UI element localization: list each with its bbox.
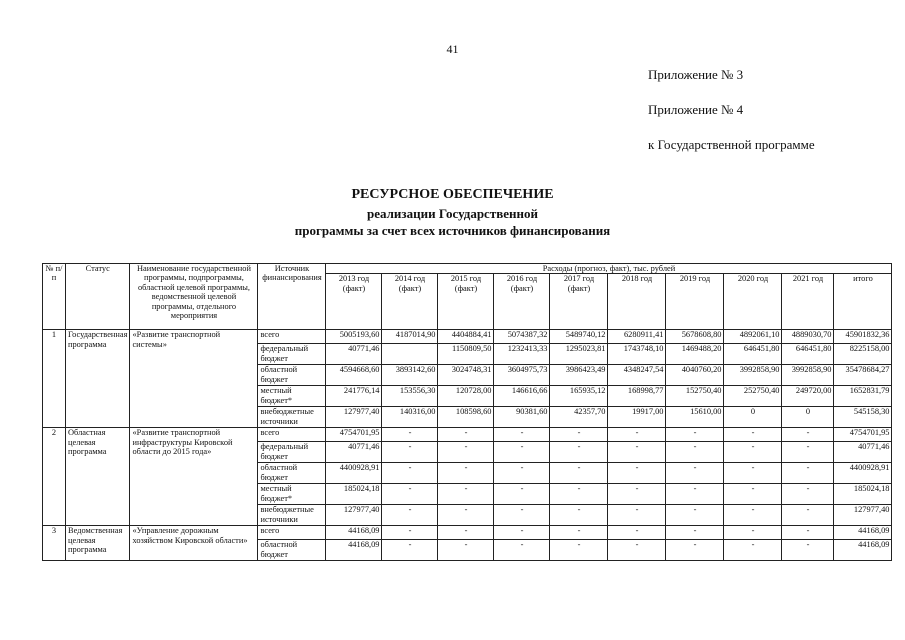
row-value: 44168,09 (326, 526, 382, 540)
row-value: 241776,14 (326, 386, 382, 407)
row-value: 646451,80 (782, 344, 834, 365)
row-value: - (382, 484, 438, 505)
row-value: 646451,80 (724, 344, 782, 365)
row-source: всего (258, 428, 326, 442)
row-value: - (608, 540, 666, 561)
row-value: 3992858,90 (782, 365, 834, 386)
row-value: 165935,12 (550, 386, 608, 407)
row-value: 6280911,41 (608, 330, 666, 344)
row-value: 127977,40 (326, 505, 382, 526)
row-value: - (608, 442, 666, 463)
row-value: 153556,30 (382, 386, 438, 407)
header-year-1: 2014 год (факт) (382, 274, 438, 330)
row-value: - (382, 463, 438, 484)
row-value: 5074387,32 (494, 330, 550, 344)
header-name: Наименование государственной программы, подпрограммы, областной целевой программы, ведомственной целевой программы, отдельного мероприятия (130, 264, 258, 330)
row-value: - (782, 463, 834, 484)
row-value: 1743748,10 (608, 344, 666, 365)
row-value: 19917,00 (608, 407, 666, 428)
resource-table (42, 263, 892, 561)
row-value: - (494, 484, 550, 505)
row-name: «Развитие транспортной системы» (130, 330, 258, 428)
row-value: - (382, 526, 438, 540)
row-source: внебюджетные источники (258, 505, 326, 526)
row-value: 4889030,70 (782, 330, 834, 344)
row-value: 127977,40 (326, 407, 382, 428)
row-value: - (550, 540, 608, 561)
row-source: всего (258, 526, 326, 540)
row-value: 0 (724, 407, 782, 428)
row-value: - (782, 526, 834, 540)
table-header-row (43, 264, 892, 274)
row-value: - (666, 463, 724, 484)
row-value: 44168,09 (834, 526, 892, 540)
row-value: - (608, 505, 666, 526)
row-value: 3604975,73 (494, 365, 550, 386)
row-value: - (382, 428, 438, 442)
row-value: - (382, 540, 438, 561)
row-value: - (438, 463, 494, 484)
row-value: - (438, 442, 494, 463)
header-year-8: 2021 год (782, 274, 834, 330)
row-value: - (550, 526, 608, 540)
row-value: 4754701,95 (326, 428, 382, 442)
row-value: 5678608,80 (666, 330, 724, 344)
row-value: 3893142,60 (382, 365, 438, 386)
row-value: 5489740,12 (550, 330, 608, 344)
row-value: 140316,00 (382, 407, 438, 428)
row-value: - (494, 428, 550, 442)
header-source: Источник финансирования (258, 264, 326, 330)
row-source: федеральный бюджет (258, 442, 326, 463)
row-source: областной бюджет (258, 463, 326, 484)
row-value: - (382, 442, 438, 463)
row-value: - (724, 463, 782, 484)
row-value: - (782, 428, 834, 442)
row-value: - (724, 428, 782, 442)
row-value: 1652831,79 (834, 386, 892, 407)
row-num: 1 (43, 330, 66, 428)
row-value: 4892061,10 (724, 330, 782, 344)
row-value: 8225158,00 (834, 344, 892, 365)
row-value: 15610,00 (666, 407, 724, 428)
row-value: - (608, 463, 666, 484)
row-source: внебюджетные источники (258, 407, 326, 428)
row-source: местный бюджет* (258, 484, 326, 505)
row-value: - (438, 526, 494, 540)
row-num: 2 (43, 428, 66, 526)
row-source: областной бюджет (258, 365, 326, 386)
row-source: областной бюджет (258, 540, 326, 561)
row-value: 4754701,95 (834, 428, 892, 442)
row-value: 152750,40 (666, 386, 724, 407)
row-value: - (608, 484, 666, 505)
appendix-label-4: Приложение № 4 (648, 102, 744, 117)
row-value: - (782, 540, 834, 561)
row-value: - (494, 526, 550, 540)
row-value: - (494, 442, 550, 463)
row-status: Областная целевая программа (66, 428, 130, 526)
header-year-6: 2019 год (666, 274, 724, 330)
row-value: - (724, 540, 782, 561)
row-value: 4404884,41 (438, 330, 494, 344)
row-value: - (550, 463, 608, 484)
document-subtitle-line-1: реализации Государственной (367, 206, 538, 221)
row-value: - (666, 505, 724, 526)
row-value: - (494, 540, 550, 561)
row-status: Государственная программа (66, 330, 130, 428)
row-value: 3986423,49 (550, 365, 608, 386)
row-value: 40771,46 (834, 442, 892, 463)
row-value: - (724, 526, 782, 540)
appendix-label-3: Приложение № 3 (648, 67, 744, 82)
row-value: 4594668,60 (326, 365, 382, 386)
row-value: - (550, 442, 608, 463)
row-value: - (666, 428, 724, 442)
header-expenses: Расходы (прогноз, факт), тыс. рублей (326, 264, 892, 274)
header-year-0: 2013 год (факт) (326, 274, 382, 330)
row-value: 44168,09 (834, 540, 892, 561)
row-value: 249720,00 (782, 386, 834, 407)
row-value: 90381,60 (494, 407, 550, 428)
row-value: - (782, 442, 834, 463)
row-value: - (550, 484, 608, 505)
table-row (43, 428, 892, 442)
program-reference: к Государственной программе (648, 137, 815, 152)
row-value: 4400928,91 (834, 463, 892, 484)
table-row (43, 526, 892, 540)
row-value: 35478684,27 (834, 365, 892, 386)
row-value: 127977,40 (834, 505, 892, 526)
row-status: Ведомственная целевая программа (66, 526, 130, 561)
header-year-9: итого (834, 274, 892, 330)
row-value: 45901832,36 (834, 330, 892, 344)
row-value: - (494, 505, 550, 526)
table-row (43, 330, 892, 344)
row-value: - (438, 505, 494, 526)
row-value: - (666, 540, 724, 561)
row-value: - (666, 526, 724, 540)
header-year-7: 2020 год (724, 274, 782, 330)
row-source: местный бюджет* (258, 386, 326, 407)
row-value: 1150809,50 (438, 344, 494, 365)
row-value: - (724, 442, 782, 463)
row-value: 4348247,54 (608, 365, 666, 386)
row-value: 3024748,31 (438, 365, 494, 386)
row-value: 40771,46 (326, 344, 382, 365)
row-value: 4040760,20 (666, 365, 724, 386)
row-value: 185024,18 (834, 484, 892, 505)
document-title: РЕСУРСНОЕ ОБЕСПЕЧЕНИЕ (351, 187, 554, 202)
row-value: 42357,70 (550, 407, 608, 428)
row-value: - (494, 463, 550, 484)
row-value: - (782, 505, 834, 526)
row-num: 3 (43, 526, 66, 561)
row-value: 5005193,60 (326, 330, 382, 344)
header-year-5: 2018 год (608, 274, 666, 330)
row-name: «Управление дорожным хозяйством Кировской области» (130, 526, 258, 561)
row-value: 252750,40 (724, 386, 782, 407)
header-year-4: 2017 год (факт) (550, 274, 608, 330)
page-number: 41 (446, 42, 459, 56)
row-value: 168998,77 (608, 386, 666, 407)
row-value: 1295023,81 (550, 344, 608, 365)
row-value: 185024,18 (326, 484, 382, 505)
header-year-3: 2016 год (факт) (494, 274, 550, 330)
row-value: 44168,09 (326, 540, 382, 561)
row-source: федеральный бюджет (258, 344, 326, 365)
header-year-2: 2015 год (факт) (438, 274, 494, 330)
row-value: - (550, 428, 608, 442)
row-value: - (608, 526, 666, 540)
row-value: - (666, 442, 724, 463)
row-value: - (608, 428, 666, 442)
row-value: - (724, 484, 782, 505)
row-value: 108598,60 (438, 407, 494, 428)
row-value: 120728,00 (438, 386, 494, 407)
document-subtitle-line-2: программы за счет всех источников финансирования (294, 223, 611, 238)
row-value: 40771,46 (326, 442, 382, 463)
row-value: - (438, 540, 494, 561)
row-value: - (382, 505, 438, 526)
row-value: - (438, 484, 494, 505)
row-value: 146616,66 (494, 386, 550, 407)
row-value: 545158,30 (834, 407, 892, 428)
row-value: 4400928,91 (326, 463, 382, 484)
header-status: Статус (66, 264, 130, 330)
row-name: «Развитие транспортной инфраструктуры Кировской области до 2015 года» (130, 428, 258, 526)
row-value: 4187014,90 (382, 330, 438, 344)
row-value: - (550, 505, 608, 526)
row-value: 1232413,33 (494, 344, 550, 365)
row-source: всего (258, 330, 326, 344)
row-value: 1469488,20 (666, 344, 724, 365)
row-value: - (438, 428, 494, 442)
row-value: - (666, 484, 724, 505)
row-value: 0 (782, 407, 834, 428)
row-value: - (724, 505, 782, 526)
header-num: № п/п (43, 264, 66, 330)
row-value (382, 344, 438, 365)
row-value: - (782, 484, 834, 505)
row-value: 3992858,90 (724, 365, 782, 386)
